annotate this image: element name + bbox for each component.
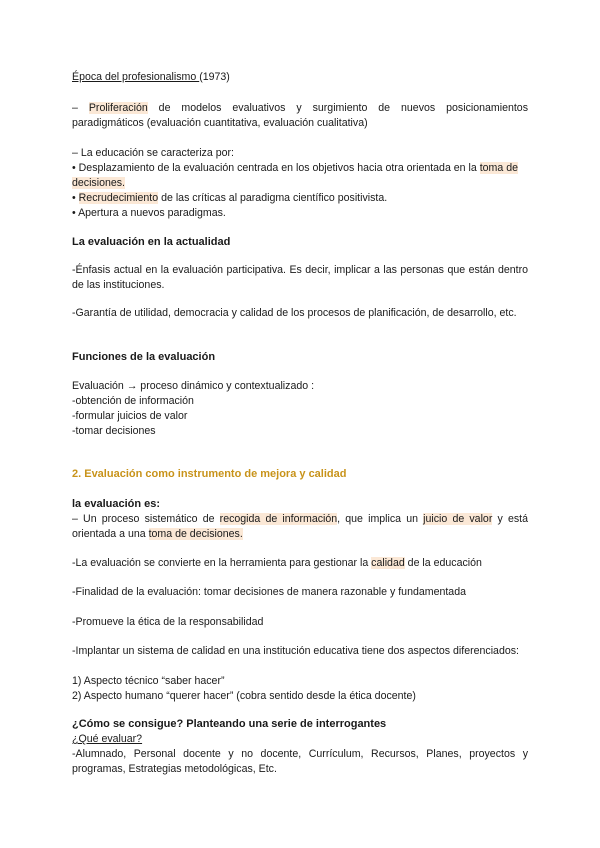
bullet-desplazamiento-text: • Desplazamiento de la evaluación centrada en los objetivos hacia otra orientada en la xyxy=(72,162,480,174)
actualidad-heading: La evaluación en la actualidad xyxy=(72,236,231,248)
epoca-title-year: (1973) xyxy=(199,71,230,83)
epoca-intro-dash: – xyxy=(72,102,89,114)
epoca-intro xyxy=(72,101,528,131)
epoca-intro-text: de modelos evaluativos y surgimiento de nuevos posicionamientos paradigmáticos (evaluación cuantitativa, evaluación cualitativa) xyxy=(72,102,528,129)
definition-text-3: y está orientada a una xyxy=(72,513,528,540)
bullet-recrudecimiento-text: de las críticas al paradigma científico positivista. xyxy=(158,192,388,204)
actualidad-p1: -Énfasis actual en la evaluación participativa. Es decir, implicar a las personas que están dentro de las instituciones. xyxy=(72,264,528,291)
bullet-apertura: • Apertura a nuevos paradigmas. xyxy=(72,207,226,219)
que-evaluar-subheading: ¿Qué evaluar? xyxy=(72,733,143,745)
definition-text-2: , que implica un xyxy=(337,513,424,525)
epoca-caracteristicas xyxy=(72,146,528,221)
funciones-heading: Funciones de la evaluación xyxy=(72,351,216,363)
highlight-juicio-valor: juicio de valor xyxy=(423,513,493,525)
highlight-proliferacion: Proliferación xyxy=(88,102,148,114)
funciones-line-2: -obtención de información xyxy=(72,395,194,407)
actualidad-p2: -Garantía de utilidad, democracia y calidad de los procesos de planificación, de desarrollo, etc. xyxy=(72,307,517,319)
epoca-title xyxy=(72,70,528,85)
funciones-list xyxy=(72,379,528,439)
highlight-recogida-informacion: recogida de información xyxy=(219,513,338,525)
highlight-recrudecimiento: Recrudecimiento xyxy=(78,192,159,204)
caracteriza-line: – La educación se caracteriza por: xyxy=(72,147,234,159)
funciones-line-3: -formular juicios de valor xyxy=(72,410,188,422)
aspecto-humano: 2) Aspecto humano “querer hacer” (cobra sentido desde la ética docente) xyxy=(72,690,416,702)
etica-line: -Promueve la ética de la responsabilidad xyxy=(72,616,264,628)
bullet-desplazamiento xyxy=(72,161,528,191)
definition-text-1: – Un proceso sistemático de xyxy=(72,513,220,525)
finalidad-line: -Finalidad de la evaluación: tomar decisiones de manera razonable y fundamentada xyxy=(72,586,466,598)
section-2-heading: 2. Evaluación como instrumento de mejora y calidad xyxy=(72,468,347,480)
highlight-toma-decisiones-2: toma de decisiones. xyxy=(148,528,243,540)
funciones-line-1: Evaluación → proceso dinámico y contextualizado : xyxy=(72,380,315,392)
herramienta-line xyxy=(72,556,528,571)
herramienta-text-1: -La evaluación se convierte en la herramienta para gestionar la xyxy=(72,557,372,569)
evaluacion-es-definition xyxy=(72,512,528,542)
bullet-recrudecimiento-dot: • xyxy=(72,192,79,204)
aspecto-tecnico: 1) Aspecto técnico “saber hacer” xyxy=(72,675,225,687)
implantar-paragraph: -Implantar un sistema de calidad en una institución educativa tiene dos aspectos diferenciados: xyxy=(72,645,519,657)
funciones-line-4: -tomar decisiones xyxy=(72,425,156,437)
que-evaluar-answer: -Alumnado, Personal docente y no docente, Currículum, Recursos, Planes, proyectos y programas, Estrategias metodológicas, Etc. xyxy=(72,748,528,775)
aspectos-list xyxy=(72,674,528,704)
highlight-toma-decisiones: toma de decisiones. xyxy=(72,162,518,189)
highlight-calidad: calidad xyxy=(371,557,405,569)
herramienta-text-2: de la educación xyxy=(404,557,482,569)
evaluacion-es-heading: la evaluación es: xyxy=(72,498,161,510)
bullet-recrudecimiento xyxy=(72,191,528,206)
epoca-title-underlined: Época del profesionalismo xyxy=(72,71,200,83)
consigue-heading: ¿Cómo se consigue? Planteando una serie de interrogantes xyxy=(72,718,387,730)
